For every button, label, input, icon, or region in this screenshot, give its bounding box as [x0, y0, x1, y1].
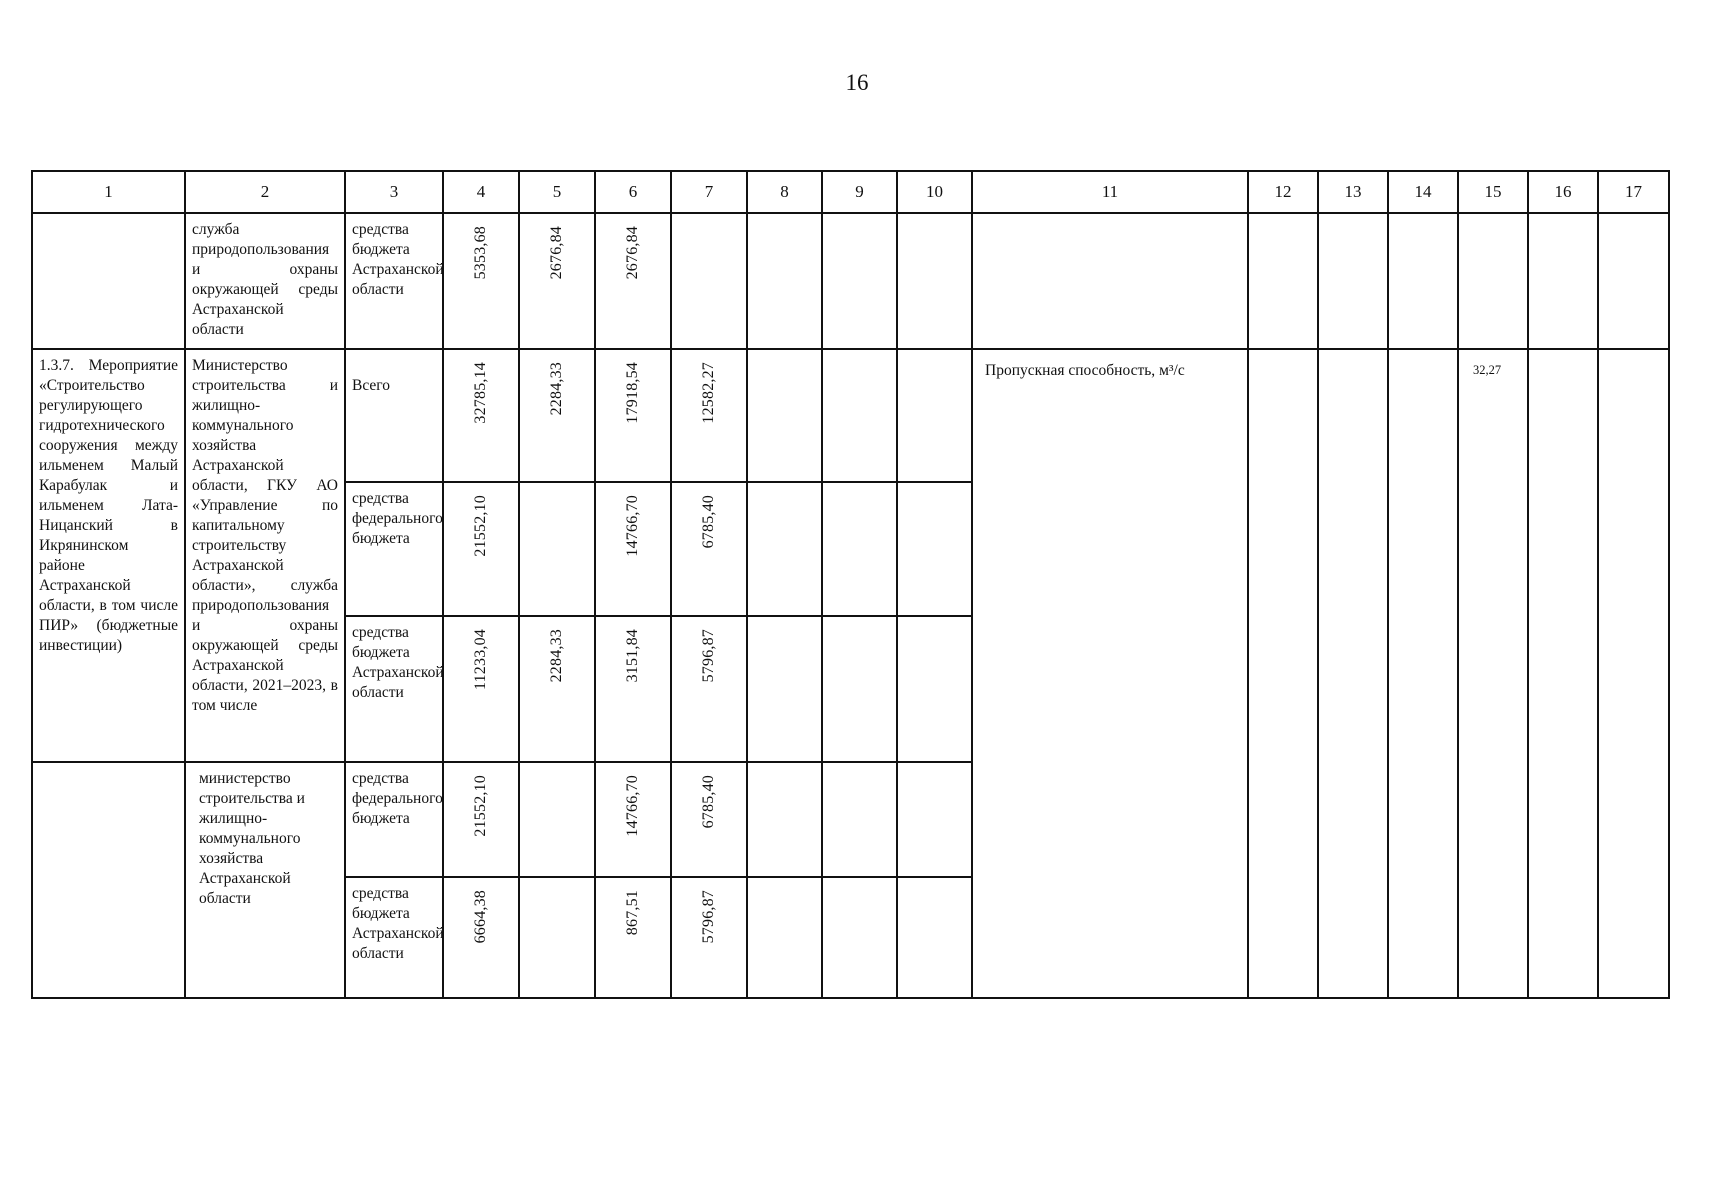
value-text: 12582,27 — [700, 362, 717, 424]
value-text: 32785,14 — [472, 362, 489, 424]
empty-cell — [1318, 213, 1388, 349]
source-cell — [345, 762, 443, 877]
value-text: 17918,54 — [624, 362, 641, 424]
empty-cell — [519, 482, 595, 616]
empty-cell — [822, 762, 897, 877]
empty-cell — [822, 213, 897, 349]
empty-cell — [32, 762, 185, 998]
empty-cell — [822, 349, 897, 482]
value-cell — [443, 213, 519, 349]
value-text: 14766,70 — [624, 775, 641, 837]
indicator-text: Пропускная способность, — [985, 362, 1156, 379]
table-row — [32, 213, 1669, 349]
header-cell: 4 — [443, 171, 519, 213]
value-cell — [519, 616, 595, 762]
value-text: 2676,84 — [548, 226, 565, 280]
empty-cell — [747, 349, 822, 482]
empty-cell — [1598, 213, 1669, 349]
value-cell — [671, 349, 747, 482]
value-text: 3151,84 — [624, 629, 641, 683]
value-text: 6785,40 — [700, 775, 717, 829]
value-text: 21552,10 — [472, 495, 489, 557]
source-cell — [345, 213, 443, 349]
value-text: 11233,04 — [472, 629, 489, 691]
value-text: 2284,33 — [548, 629, 565, 683]
empty-cell — [1458, 213, 1528, 349]
empty-cell — [1598, 349, 1669, 998]
value-text: 6785,40 — [700, 495, 717, 549]
header-cell: 16 — [1528, 171, 1598, 213]
empty-cell — [747, 482, 822, 616]
value-cell — [443, 762, 519, 877]
header-cell: 9 — [822, 171, 897, 213]
indicator-unit: м³/с — [1159, 362, 1185, 379]
header-cell: 5 — [519, 171, 595, 213]
empty-cell — [519, 877, 595, 998]
value-cell — [519, 349, 595, 482]
header-cell: 15 — [1458, 171, 1528, 213]
header-cell: 8 — [747, 171, 822, 213]
empty-cell — [1388, 213, 1458, 349]
empty-cell — [1388, 349, 1458, 998]
indicator-name — [973, 350, 1247, 392]
executor-cell — [185, 349, 345, 762]
value-cell — [595, 616, 671, 762]
executor-text: служба природопользования и охраны окружающей среды Астраханской области — [192, 221, 338, 338]
value-cell — [443, 877, 519, 998]
source-cell — [345, 877, 443, 998]
executor-cell — [185, 762, 345, 998]
value-text: 867,51 — [624, 890, 641, 936]
empty-cell — [32, 213, 185, 349]
source-text: средства федерального бюджета — [352, 770, 443, 827]
empty-cell — [1248, 349, 1318, 998]
source-cell — [345, 616, 443, 762]
target-value-cell — [1458, 349, 1528, 998]
header-cell: 12 — [1248, 171, 1318, 213]
header-cell: 11 — [972, 171, 1248, 213]
target-value-text: 32,27 — [1473, 363, 1502, 377]
value-cell — [595, 877, 671, 998]
empty-cell — [972, 213, 1248, 349]
empty-cell — [1528, 349, 1598, 998]
page-number: 16 — [845, 70, 869, 95]
source-text: средства бюджета Астраханской области — [352, 221, 444, 298]
empty-cell — [1248, 213, 1318, 349]
header-cell: 2 — [185, 171, 345, 213]
executor-text: министерство строительства и жилищно-коммунального хозяйства Астраханской области — [199, 770, 305, 907]
header-cell: 7 — [671, 171, 747, 213]
source-text: средства бюджета Астраханской области — [352, 624, 444, 701]
empty-cell — [747, 616, 822, 762]
executor-cell — [185, 213, 345, 349]
empty-cell — [747, 762, 822, 877]
value-text: 5353,68 — [472, 226, 489, 280]
empty-cell — [747, 877, 822, 998]
program-table — [31, 170, 1670, 999]
value-text: 14766,70 — [624, 495, 641, 557]
executor-text: Министерство строительства и жилищно-коммунального хозяйства Астраханской области, ГКУ АО «Управление по капитальному строительству Астраханской области», служба природопользования и охраны окружающей среды Астраханской области, 2021–2023, в том числе — [192, 357, 338, 714]
source-text: Всего — [352, 377, 391, 394]
empty-cell — [897, 213, 972, 349]
table-row — [32, 349, 1669, 482]
empty-cell — [897, 349, 972, 482]
source-text: средства федерального бюджета — [352, 490, 443, 547]
measure-name-text: 1.3.7. Мероприятие «Строительство регулирующего гидротехнического сооружения между ильменем Малый Карабулак и ильменем Лата-Ницанский в Икрянинском районе Астраханской области, в том числе ПИР» (бюджетные инвестиции) — [39, 357, 178, 654]
value-cell — [519, 213, 595, 349]
empty-cell — [822, 616, 897, 762]
source-cell — [345, 482, 443, 616]
measure-name-cell — [32, 349, 185, 762]
empty-cell — [671, 213, 747, 349]
value-cell — [443, 349, 519, 482]
value-cell — [443, 616, 519, 762]
header-cell: 13 — [1318, 171, 1388, 213]
empty-cell — [519, 762, 595, 877]
value-text: 2284,33 — [548, 362, 565, 416]
empty-cell — [897, 616, 972, 762]
empty-cell — [822, 482, 897, 616]
empty-cell — [897, 762, 972, 877]
value-text: 21552,10 — [472, 775, 489, 837]
value-cell — [443, 482, 519, 616]
value-cell — [671, 877, 747, 998]
value-cell — [595, 482, 671, 616]
value-cell — [671, 762, 747, 877]
empty-cell — [897, 877, 972, 998]
empty-cell — [1528, 213, 1598, 349]
header-cell: 10 — [897, 171, 972, 213]
empty-cell — [1318, 349, 1388, 998]
value-cell — [671, 482, 747, 616]
value-text: 2676,84 — [624, 226, 641, 280]
indicator-cell — [972, 349, 1248, 998]
header-cell: 1 — [32, 171, 185, 213]
empty-cell — [822, 877, 897, 998]
value-cell — [595, 349, 671, 482]
header-cell: 6 — [595, 171, 671, 213]
empty-cell — [897, 482, 972, 616]
value-text: 6664,38 — [472, 890, 489, 944]
header-cell: 14 — [1388, 171, 1458, 213]
value-cell — [671, 616, 747, 762]
empty-cell — [747, 213, 822, 349]
value-cell — [595, 213, 671, 349]
source-cell — [345, 349, 443, 482]
header-cell: 3 — [345, 171, 443, 213]
header-row — [32, 171, 1669, 213]
value-cell — [595, 762, 671, 877]
source-text: средства бюджета Астраханской области — [352, 885, 444, 962]
header-cell: 17 — [1598, 171, 1669, 213]
value-text: 5796,87 — [700, 629, 717, 683]
value-text: 5796,87 — [700, 890, 717, 944]
